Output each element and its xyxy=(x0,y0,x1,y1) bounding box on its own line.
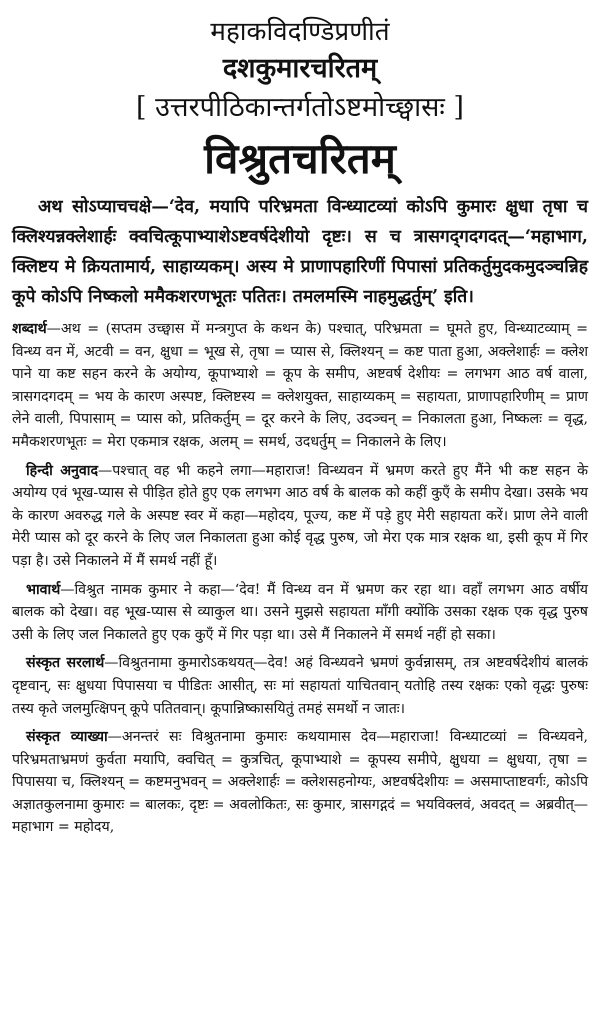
document-page xyxy=(0,14,600,1030)
author-line: महाकविदण्डिप्रणीतं xyxy=(210,17,390,47)
bhavarth-text: —विश्रुत नामक कुमार ने कहा—‘देव! मैं विन्ध्य वन में भ्रमण कर रहा था। वहाँ लगभग आठ वर्षीय बालक को देखा। वह भूख-प्यास से व्याकुल था। उसने मुझसे सहायता माँगी क्योंकि उसका रक्षक एक वृद्ध पुरुष उसी के लिए जल निकालते हुए एक कुएँ में गिर पड़ा था। उसे मैं निकालने में समर्थ नहीं हो सका। xyxy=(12,581,588,643)
shabdarth-paragraph xyxy=(12,318,588,454)
shabdarth-label: शब्दार्थ xyxy=(12,321,47,337)
hindi-anuvad-label: हिन्दी अनुवाद xyxy=(26,462,98,479)
sanskrit-saralarth-label: संस्कृत सरलार्थ xyxy=(26,655,105,672)
shabdarth-text: —अथ = (सप्तम उच्छ्वास में मन्त्रगुप्त के कथन के) पश्चात्, परिभ्रमता = घूमते हुए, विन्ध्याटव्याम् = विन्ध्य वन में, अटवी = वन, क्षुधा = भूख से, तृषा = प्यास से, क्लिश्यन् = कष्ट पाता हुआ, अक्लेशार्हः = क्लेश पाने या कष्ट सहन करने के अयोग्य, कूपाभ्याशे = कूप के समीप, अष्टवर्ष देशीयः = लगभग आठ वर्ष वाला, त्रासगदगदम् = भय के कारण अस्पष्ट, क्लिष्टस्य = क्लेशयुक्त, साहाय्यकम् = सहायता, प्राणापहारिणीम् = प्राण लेने वाली, पिपासाम् = प्यास को, प्रतिकर्तुम् = दूर करने के लिए, उदञ्चन् = निकालता हुआ, निष्कलः = वृद्ध, ममैकशरणभूतः = मेरा एकमात्र रक्षक, अलम् = समर्थ, उदधर्तुम् = निकालने के लिए। xyxy=(12,321,588,450)
hindi-anuvad-text: —पश्चात् वह भी कहने लगा—महाराज! विन्ध्यवन में भ्रमण करते हुए मैंने भी कष्ट सहन के अयोग्य एवं भूख-प्यास से पीड़ित होते हुए एक लगभग आठ वर्ष के बालक को कहीं कुएँ के समीप देखा। उसके भय के कारण अवरुद्ध गले के अस्पष्ट स्वर में कहा—महोदय, पूज्य, कष्ट में पड़े हुए मेरी सहायता करें। प्राण लेने वाली मेरी प्यास को दूर करने के लिए जल निकालता हुआ कोई वृद्ध पुरुष, जो मेरा एक मात्र रक्षक था, इसी कूप में गिर पड़ा है। उसे निकालने में मैं समर्थ नहीं हूँ। xyxy=(12,462,588,569)
sanskrit-saralarth-text: —विश्रुतनामा कुमारोऽकथयत्—देव! अहं विन्ध्यवने भ्रमणं कुर्वन्नासम्, तत्र अष्टवर्षदेशीयं बालकं दृष्टवान्, सः क्षुधया पिपासया च पीडितः आसीत्, सः मां सहायतां याचितवान् यतोहि तस्य रक्षकः एको वृद्धः पुरुषः तस्य कृते जलमुत्क्षिपन् कूपे पतितवान्। कूपान्निष्कासयितुं तमहं समर्थो न जातः। xyxy=(12,655,588,717)
bhavarth-paragraph xyxy=(12,579,588,647)
sanskrit-saralarth-paragraph xyxy=(12,652,588,720)
sanskrit-verse xyxy=(12,192,588,312)
section-line: [ उत्तरपीठिकान्तर्गतोऽष्टमोच्छ्वासः ] xyxy=(136,92,464,123)
hindi-anuvad-paragraph xyxy=(12,460,588,573)
sanskrit-vyakhya-label: संस्कृत व्याख्या xyxy=(26,729,108,746)
chapter-title: विश्रुतचरितम् xyxy=(204,134,396,183)
sanskrit-vyakhya-text: —अनन्तरं सः विश्रुतनामा कुमारः कथयामास देव—महाराजा! विन्ध्याटव्यां = विन्ध्यवने, परिभ्रमताभ्रमणं कुर्वता मयापि, क्वचित् = कुत्रचित्, कूपाभ्याशे = कूपस्य समीपे, क्षुधया = क्षुधया, तृषा = पिपासया च, क्लिश्यन् = कष्टमनुभवन् = अक्लेशार्हः = क्लेशसहनोग्यः, अष्टवर्षदेशीयः = असमाप्ताष्टवर्गः, कोऽपि अज्ञातकुलनामा कुमारः = बालकः, दृष्टः = अवलोकितः, सः कुमार, त्रासगद्गदं = भयविक्लवं, अवदत् = अब्रवीत्—महाभाग = महोदय, xyxy=(12,729,588,836)
sanskrit-vyakhya-paragraph xyxy=(12,726,588,839)
book-title: दशकुमारचरितम् xyxy=(222,53,378,84)
verse-text: अथ सोऽप्याचचक्षे—‘देव, मयापि परिभ्रमता विन्ध्याटव्यां कोऽपि कुमारः क्षुधा तृषा च क्लिश्यन्नक्लेशार्हः क्वचित्कूपाभ्याशेऽष्टवर्षदेशीयो दृष्टः। स च त्रासगद्‌गदगदत्—‘महाभाग, क्लिष्टय मे क्रियतामार्य, साहाय्यकम्। अस्य मे प्राणापहारिणीं पिपासां प्रतिकर्तुमुदकमुदञ्चन्निह कूपे कोऽपि निष्कलो ममैकशरणभूतः पतितः। तमलमस्मि नाहमुद्धर्तुम्’ इति। xyxy=(12,197,588,307)
bhavarth-label: भावार्थ xyxy=(26,581,61,598)
